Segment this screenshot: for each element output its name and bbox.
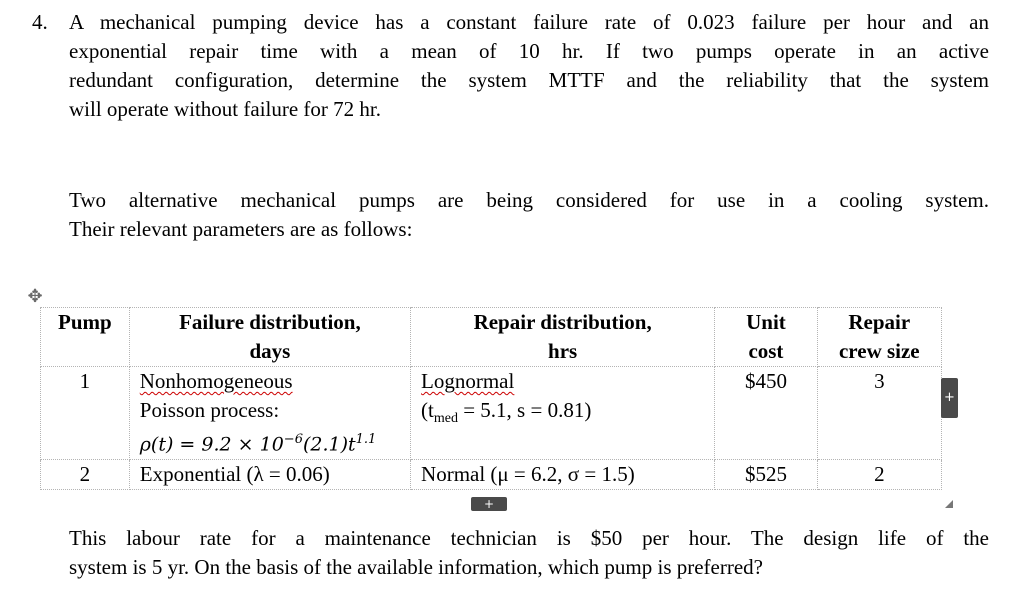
header-pump: Pump (41, 308, 130, 367)
cell-failure-1: Nonhomogeneous Poisson process: $\rho(t) = 9.2 \times 10^{-6}(2.1)t^{1.1}$ (129, 367, 410, 460)
table-resize-handle-icon[interactable] (945, 500, 953, 508)
add-row-button[interactable]: + (471, 497, 507, 511)
footer-paragraph (69, 524, 989, 582)
cell-cost-2: $525 (715, 460, 817, 490)
intensity-formula: $\rho(t) = 9.2 \times 10^{-6}(2.1)t^{1.1}$ (139, 432, 377, 456)
table-row (41, 460, 942, 490)
intro-paragraph (69, 186, 989, 244)
question-line: A mechanical pumping device has a constant failure rate of 0.023 failure per hour and an (69, 10, 989, 34)
intro-line: Two alternative mechanical pumps are being considered for use in a cooling system. (69, 188, 989, 212)
footer-line: This labour rate for a maintenance technician is $50 per hour. The design life of the (69, 526, 989, 550)
cell-crew-1: 3 (817, 367, 941, 460)
question-text (69, 8, 989, 124)
cell-repair-2: Normal (μ = 6.2, σ = 1.5) (411, 460, 715, 490)
add-column-button[interactable]: + (941, 378, 958, 418)
cell-pump-2: 2 (41, 460, 130, 490)
cell-crew-2: 2 (817, 460, 941, 490)
question-line: will operate without failure for 72 hr. (69, 97, 381, 121)
footer-line: system is 5 yr. On the basis of the available information, which pump is preferred? (69, 555, 763, 579)
cell-cost-1: $450 (715, 367, 817, 460)
cell-repair-1: Lognormal ($t_{med} = 5.1$, s = 0.81) (411, 367, 715, 460)
intro-line: Their relevant parameters are as follows: (69, 217, 413, 241)
header-unit-cost: Unit cost (715, 308, 817, 367)
cell-pump-1: 1 (41, 367, 130, 460)
question-number: 4. (32, 10, 48, 34)
cell-failure-2: Exponential (λ = 0.06) (129, 460, 410, 490)
header-failure-distribution: Failure distribution, days (129, 308, 410, 367)
question-line: exponential repair time with a mean of 10 hr. If two pumps operate in an active (69, 39, 989, 63)
table-header-row (41, 308, 942, 367)
pump-parameters-table (40, 307, 942, 490)
question-line: redundant configuration, determine the system MTTF and the reliability that the system (69, 68, 989, 92)
header-repair-distribution: Repair distribution, hrs (411, 308, 715, 367)
table-move-handle-icon[interactable]: ✥ (27, 286, 43, 307)
table-row (41, 367, 942, 460)
header-repair-crew-size: Repair crew size (817, 308, 941, 367)
